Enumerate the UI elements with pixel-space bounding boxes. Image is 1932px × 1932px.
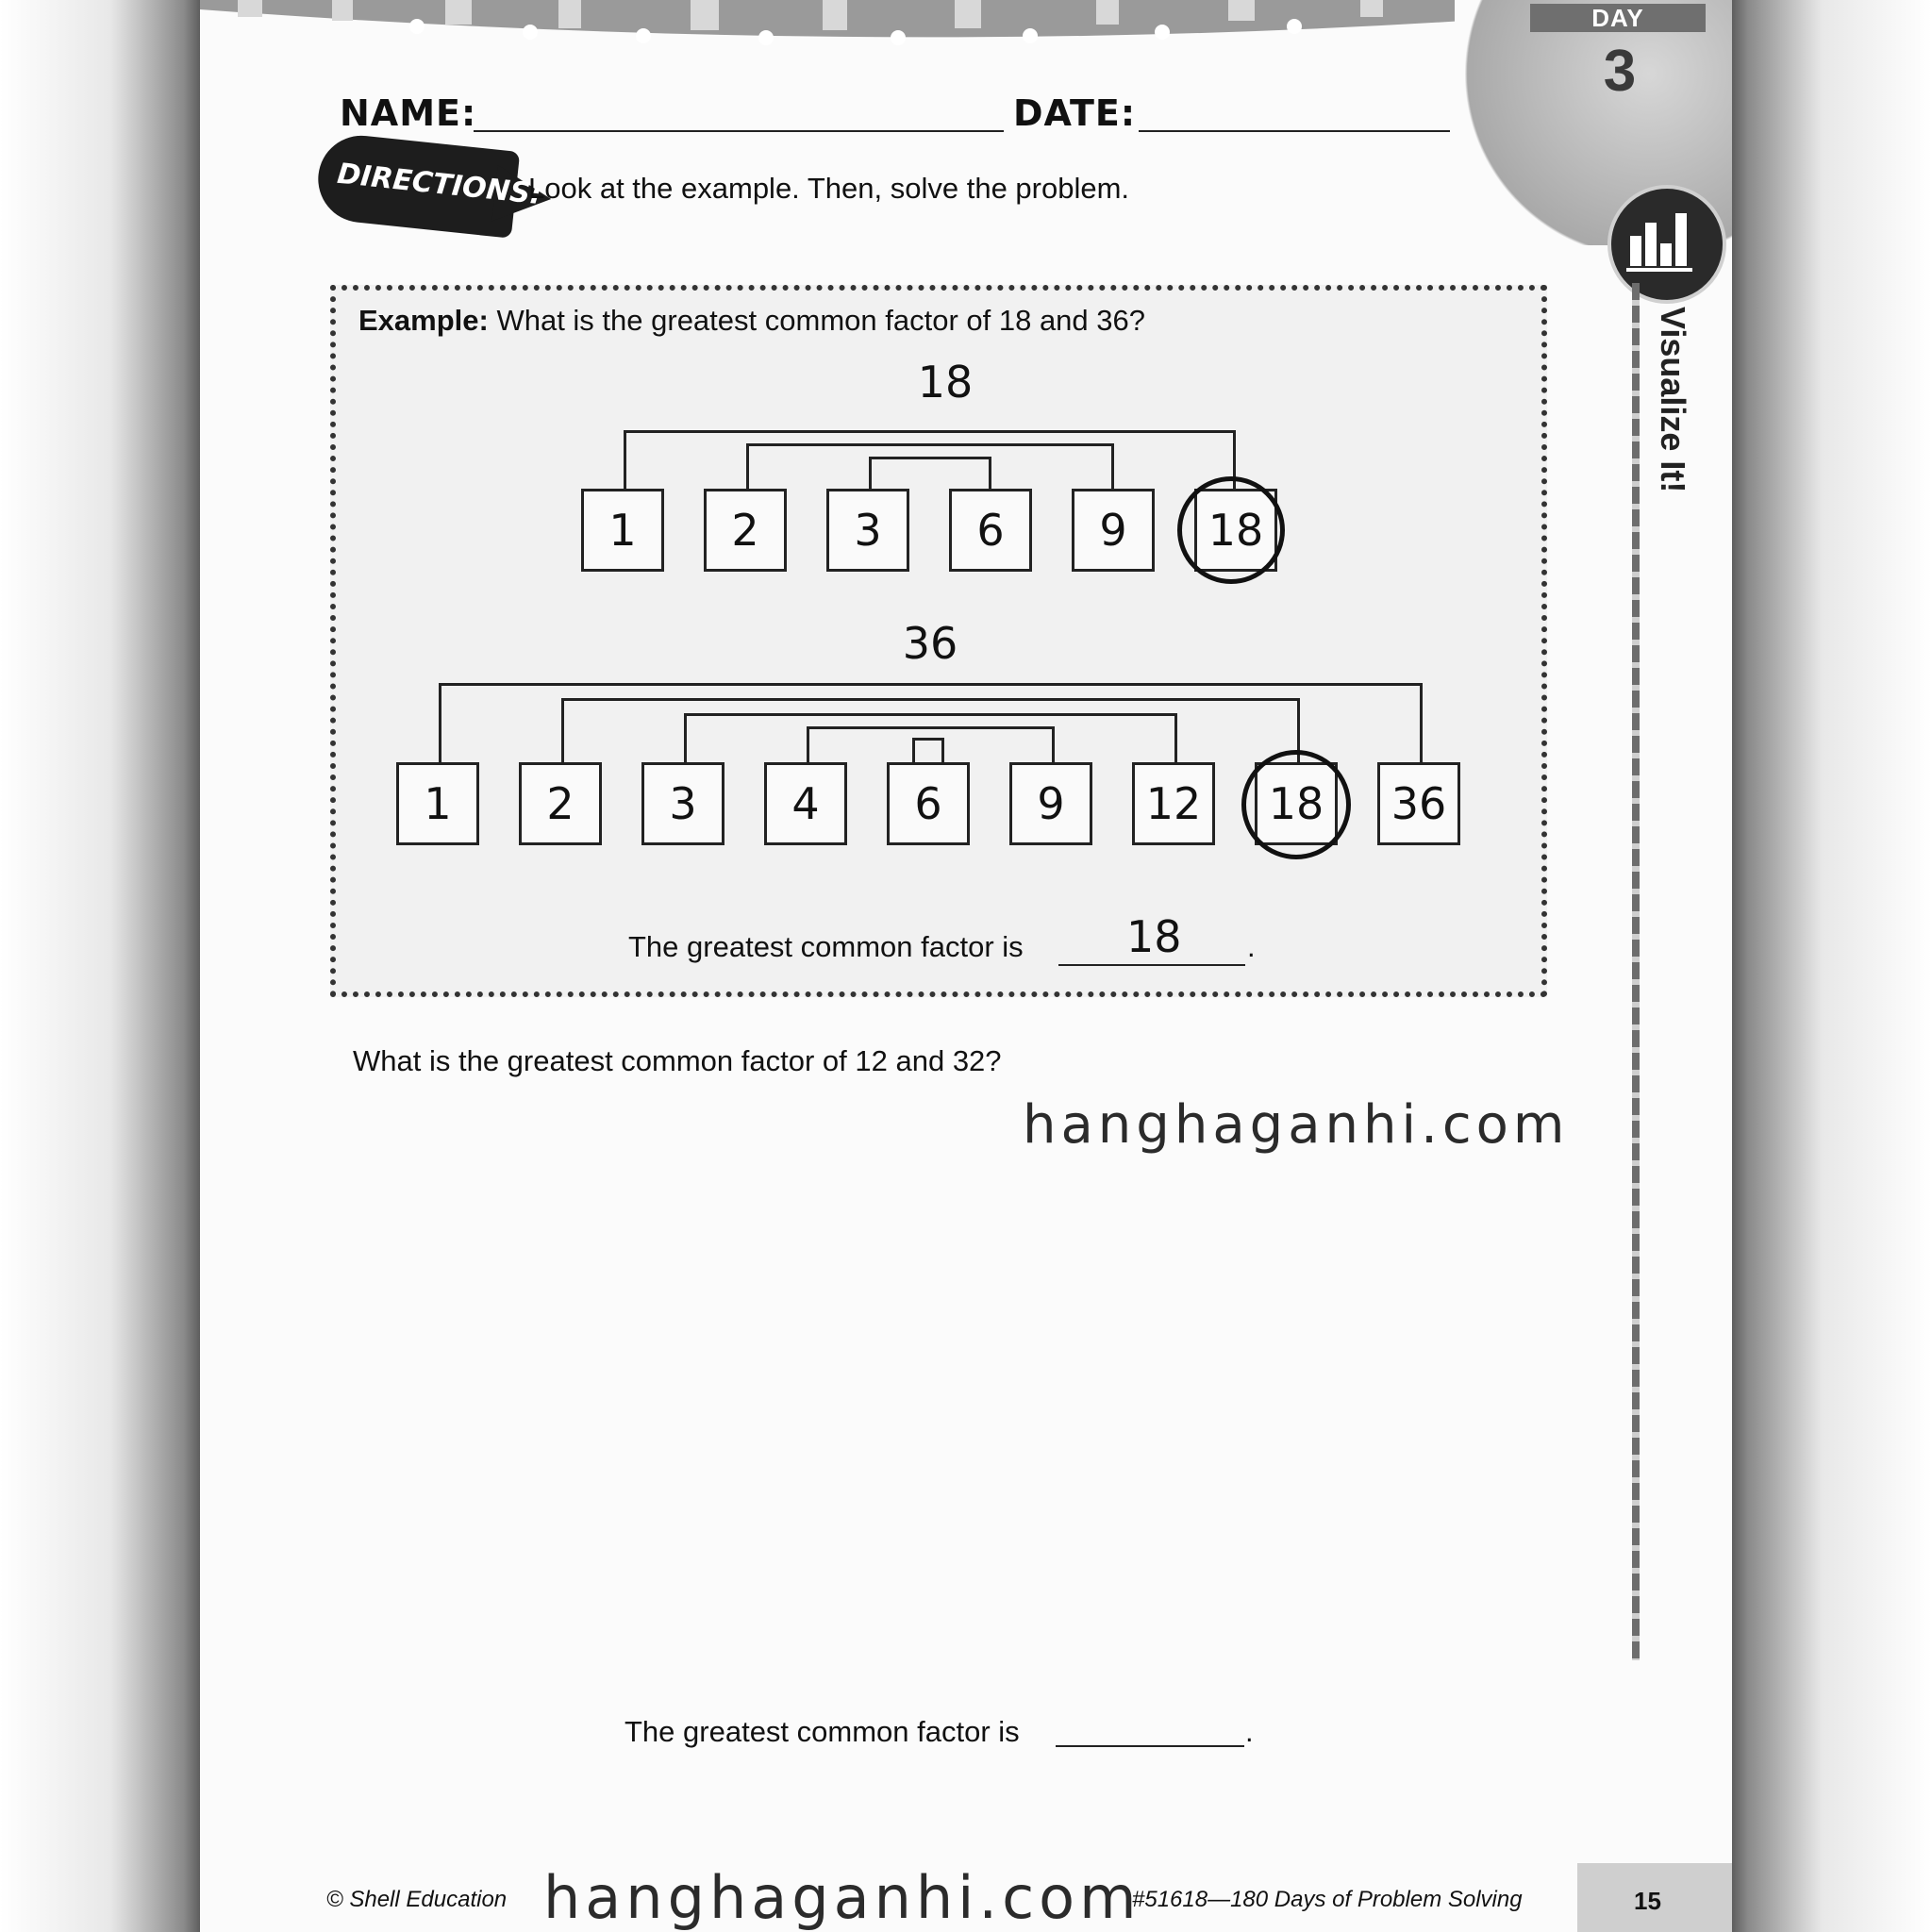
tree2-wire-6-6 (912, 738, 944, 762)
side-dashed-bar (1632, 283, 1640, 1660)
tree2-factor-box: 9 (1009, 762, 1092, 845)
example-prefix: Example: (358, 304, 489, 337)
page-number: 15 (1634, 1887, 1661, 1915)
tree1-factor-box: 18 (1194, 489, 1277, 572)
example-answer-text: The greatest common factor is (628, 930, 1024, 963)
date-field[interactable] (1139, 130, 1450, 132)
tree2-factor-box: 3 (641, 762, 724, 845)
problem-question: What is the greatest common factor of 12 and 32? (353, 1044, 1002, 1077)
directions-text: Look at the example. Then, solve the problem. (528, 172, 1130, 205)
section-label: Visualize It! (1654, 307, 1692, 493)
tree1-factor-box: 9 (1072, 489, 1155, 572)
watermark-bottom: hanghaganhi.com (543, 1863, 1141, 1932)
tree2-gcf-circle (1241, 750, 1351, 859)
example-question-text: What is the greatest common factor of 18 and 36? (488, 304, 1145, 337)
tree2-factor-box: 1 (396, 762, 479, 845)
tree2-factor-box: 4 (764, 762, 847, 845)
name-label: NAME: (340, 92, 477, 134)
tree1-wire-3-6 (869, 457, 991, 489)
date-label: DATE: (1013, 92, 1137, 134)
example-answer-period: . (1247, 930, 1256, 963)
tree1-number: 18 (917, 357, 974, 408)
worksheet-page (200, 0, 1732, 1932)
tree1-factor-box: 1 (581, 489, 664, 572)
problem-answer-text: The greatest common factor is (625, 1715, 1020, 1748)
tree2-number: 36 (902, 618, 958, 669)
page-shadow-right (1732, 0, 1932, 1932)
name-field[interactable] (474, 130, 1004, 132)
example-question (358, 304, 1145, 338)
footer-copyright: © Shell Education (326, 1887, 508, 1912)
day-number: 3 (1603, 39, 1637, 104)
day-label: DAY (1530, 4, 1706, 32)
bar-chart-icon (1607, 185, 1726, 304)
page-shadow-left (0, 0, 200, 1932)
example-answer-blank (1058, 964, 1245, 966)
watermark-mid: hanghaganhi.com (1023, 1094, 1570, 1156)
tree1-gcf-circle (1177, 476, 1285, 584)
tree1-factor-box: 3 (826, 489, 909, 572)
tree2-factor-box: 36 (1377, 762, 1460, 845)
tree2-factor-box: 6 (887, 762, 970, 845)
example-answer-value: 18 (1126, 911, 1182, 962)
tree2-factor-box: 18 (1255, 762, 1338, 845)
tree1-factor-box: 6 (949, 489, 1032, 572)
directions-label: DIRECTIONS: (335, 157, 543, 212)
footer-title: #51618—180 Days of Problem Solving (1132, 1887, 1523, 1912)
tree2-factor-box: 2 (519, 762, 602, 845)
problem-answer-period: . (1245, 1715, 1254, 1748)
tree2-factor-box: 12 (1132, 762, 1215, 845)
problem-answer-blank[interactable] (1056, 1745, 1244, 1747)
tree1-factor-box: 2 (704, 489, 787, 572)
